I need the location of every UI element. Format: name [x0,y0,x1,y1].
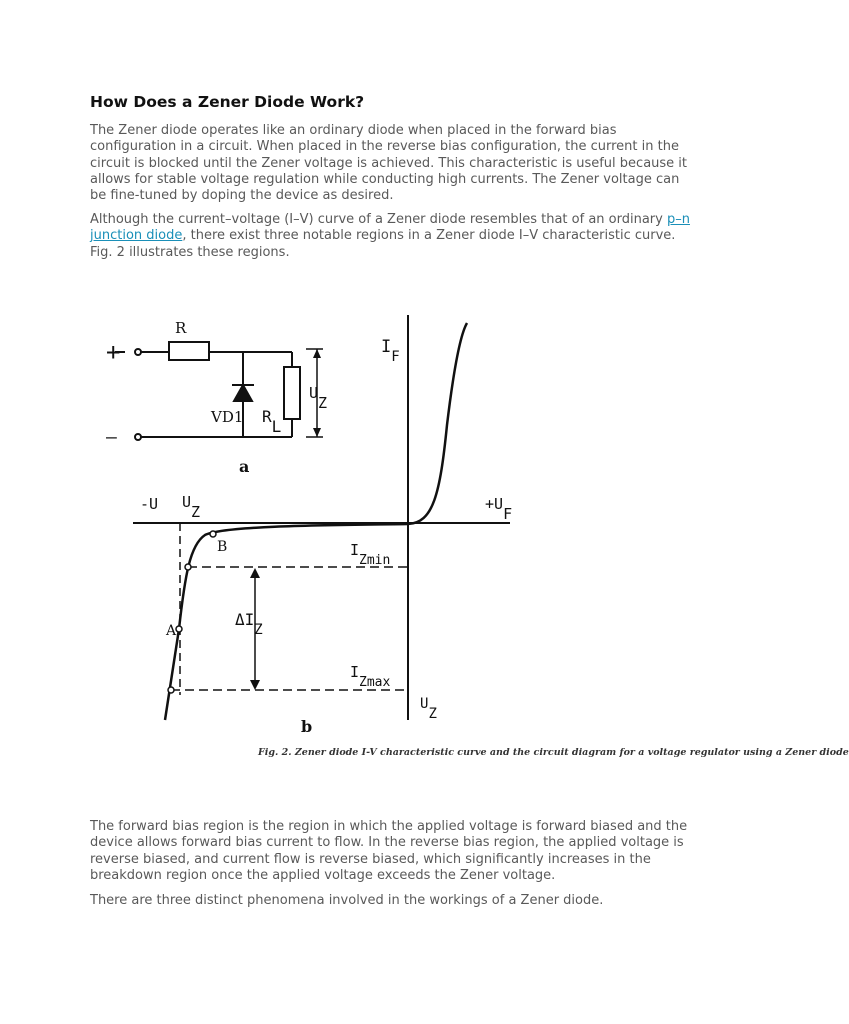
paragraph-iv-curve [90,212,690,261]
point-b-label: B [217,539,228,555]
panel-a-label: a [239,457,250,476]
izmin-label: IZmin [350,541,391,568]
pn-junction-link[interactable]: p–n junction diode [90,212,690,244]
minus-terminal [135,434,141,440]
voltage-label: UZ [309,384,328,412]
neg-axis-label: -U [140,495,159,513]
resistor-label: R [175,319,187,337]
delta-arrow-head [250,568,260,578]
uz-arrow-head [313,349,321,358]
article-title: How Does a Zener Diode Work? [90,93,365,111]
izmax-point [168,687,174,693]
paragraph-text: , there exist three notable regions in a Zener diode I–V characteristic curve. Fig. 2 illustrates these regions. [90,228,676,260]
delta-iz-label: ΔIZ [235,610,263,638]
panel-b-label: b [301,717,313,736]
diode-label: VD1 [211,408,244,426]
plus-terminal [135,349,141,355]
point-b [210,531,216,537]
point-a-label: A [166,623,177,639]
zener-diagram [95,315,849,765]
paragraph-regions: The forward bias region is the region in which the applied voltage is forward biased and the device allows forward bias current to flow. In the reverse bias region, the applied voltage is reverse biased, and current flow is reverse biased, which significantly increases in the breakdown region once the applied voltage exceeds the Zener voltage. [90,819,688,883]
figure-caption: Fig. 2. Zener diode I-V characteristic curve and the circuit diagram for a voltage regulator using a Zener diode [258,747,849,758]
resistor-rl [284,367,300,419]
plus-label: + [106,338,121,366]
zener-figure [95,315,849,765]
paragraph-intro: The Zener diode operates like an ordinary diode when placed in the forward bias configuration in a circuit. When placed in the reverse bias configuration, the current in the circuit is blocked until the Zener voltage is achieved. This characteristic is useful because it allows for stable voltage regulation while conducting high currents. The Zener voltage can be fine-tuned by doping the device as desired. [90,123,688,204]
point-a [176,626,182,632]
delta-arrow-head [250,680,260,690]
uz-top-label: UZ [182,493,201,521]
iv-curve [165,323,467,720]
resistor-r [169,342,209,360]
uz-bottom-label: UZ [420,696,437,722]
paragraph-phenomena: There are three distinct phenomena involved in the workings of a Zener diode. [90,893,604,908]
paragraph-text: Although the current–voltage (I–V) curve of a Zener diode resembles that of an ordinary [90,212,667,227]
minus-label: — [106,427,117,448]
if-label: $I_F$ [381,337,400,365]
load-label: RL [262,407,282,436]
uz-arrow-head [313,428,321,437]
izmin-point [185,564,191,570]
pos-axis-label: +UF [485,495,513,523]
izmax-label: IZmax [350,663,391,690]
zener-diode-symbol [234,385,252,401]
